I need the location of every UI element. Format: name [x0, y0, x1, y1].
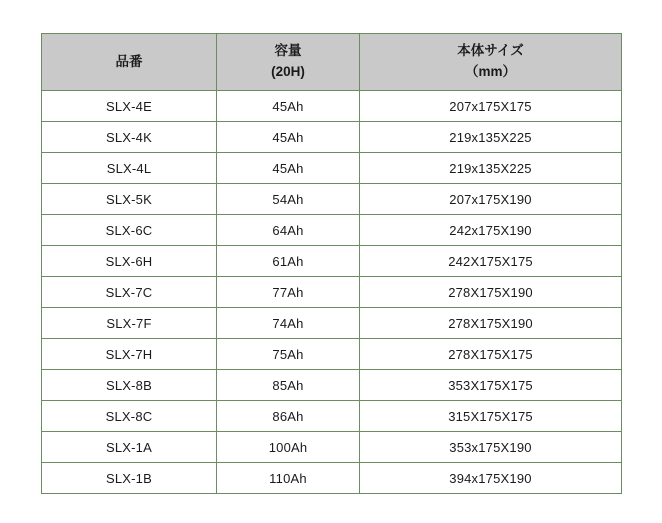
table-row — [42, 308, 622, 339]
cell-model: SLX-7C — [42, 277, 217, 308]
column-header-size-line2: （mm） — [464, 64, 516, 79]
cell-size: 242x175X190 — [360, 215, 622, 246]
cell-capacity: 45Ah — [217, 91, 360, 122]
cell-model: SLX-7F — [42, 308, 217, 339]
cell-capacity: 64Ah — [217, 215, 360, 246]
table-row — [42, 401, 622, 432]
cell-size: 207x175X190 — [360, 184, 622, 215]
table-header — [42, 34, 622, 91]
table-row — [42, 339, 622, 370]
column-header-size-line1: 本体サイズ — [457, 43, 524, 59]
table-row — [42, 370, 622, 401]
cell-capacity: 100Ah — [217, 432, 360, 463]
cell-capacity: 85Ah — [217, 370, 360, 401]
cell-size: 219x135X225 — [360, 122, 622, 153]
table-body — [42, 91, 622, 494]
cell-model: SLX-4L — [42, 153, 217, 184]
cell-size: 278X175X190 — [360, 277, 622, 308]
cell-size: 278X175X175 — [360, 339, 622, 370]
column-header-size — [360, 34, 622, 91]
column-header-capacity — [217, 34, 360, 91]
table-row — [42, 91, 622, 122]
cell-model: SLX-7H — [42, 339, 217, 370]
cell-model: SLX-4K — [42, 122, 217, 153]
table-row — [42, 184, 622, 215]
battery-spec-table-container — [41, 33, 621, 494]
cell-model: SLX-1A — [42, 432, 217, 463]
cell-capacity: 45Ah — [217, 153, 360, 184]
battery-spec-table — [41, 33, 622, 494]
cell-capacity: 61Ah — [217, 246, 360, 277]
cell-capacity: 45Ah — [217, 122, 360, 153]
table-row — [42, 215, 622, 246]
column-header-model — [42, 34, 217, 91]
cell-model: SLX-6C — [42, 215, 217, 246]
cell-size: 394x175X190 — [360, 463, 622, 494]
cell-model: SLX-5K — [42, 184, 217, 215]
cell-capacity: 110Ah — [217, 463, 360, 494]
cell-capacity: 75Ah — [217, 339, 360, 370]
cell-model: SLX-6H — [42, 246, 217, 277]
cell-model: SLX-8B — [42, 370, 217, 401]
cell-model: SLX-1B — [42, 463, 217, 494]
table-row — [42, 122, 622, 153]
table-row — [42, 432, 622, 463]
table-row — [42, 246, 622, 277]
cell-capacity: 77Ah — [217, 277, 360, 308]
cell-size: 207x175X175 — [360, 91, 622, 122]
cell-capacity: 86Ah — [217, 401, 360, 432]
cell-model: SLX-4E — [42, 91, 217, 122]
cell-size: 219x135X225 — [360, 153, 622, 184]
cell-size: 278X175X190 — [360, 308, 622, 339]
cell-model: SLX-8C — [42, 401, 217, 432]
column-header-capacity-line2: (20H) — [271, 64, 305, 79]
column-header-capacity-line1: 容量 — [274, 43, 302, 59]
cell-size: 353x175X190 — [360, 432, 622, 463]
cell-capacity: 74Ah — [217, 308, 360, 339]
column-header-model-line1: 品番 — [115, 53, 143, 69]
cell-size: 353X175X175 — [360, 370, 622, 401]
table-row — [42, 463, 622, 494]
table-row — [42, 277, 622, 308]
table-header-row — [42, 34, 622, 91]
cell-size: 315X175X175 — [360, 401, 622, 432]
cell-capacity: 54Ah — [217, 184, 360, 215]
table-row — [42, 153, 622, 184]
cell-size: 242X175X175 — [360, 246, 622, 277]
